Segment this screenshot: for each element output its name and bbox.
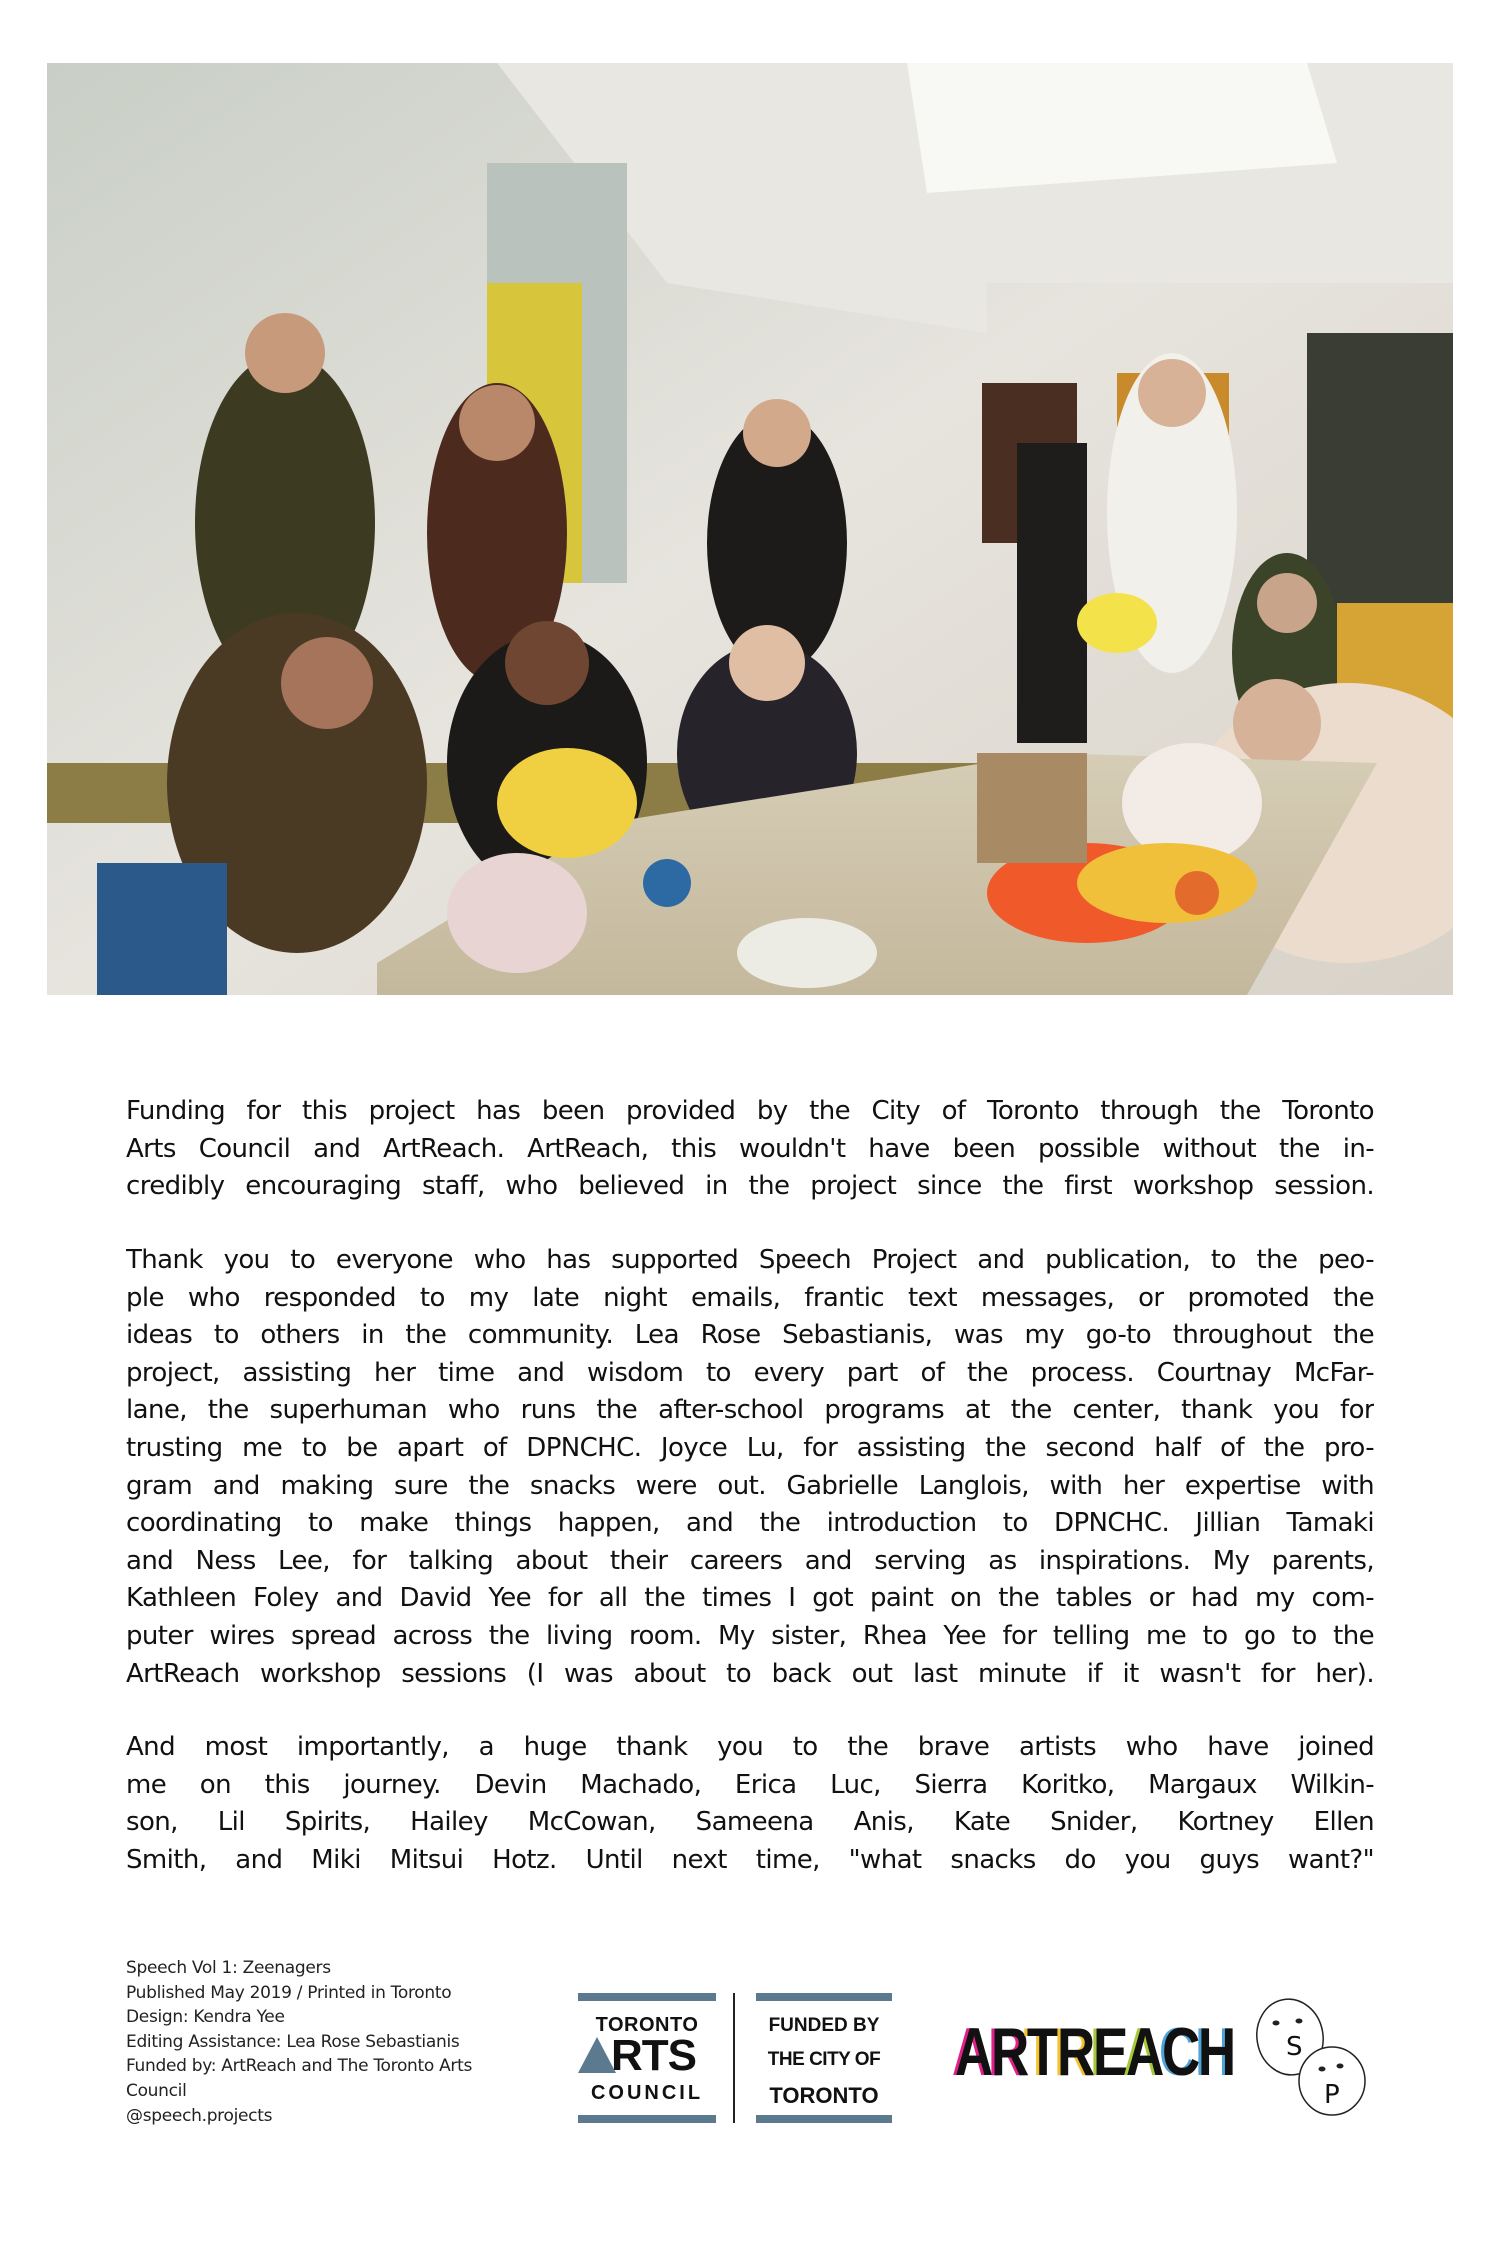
text-line: ArtReach workshop sessions (I was about to back out last minute if it wasn't for her).	[126, 1658, 1374, 1689]
text-line: Funding for this project has been provided by the City of Toronto through the Toronto	[126, 1096, 1374, 1126]
text-line: lane, the superhuman who runs the after-school programs at the center, thank you for	[126, 1395, 1374, 1426]
artreach-letter: R	[1056, 2014, 1093, 2090]
city-of-toronto-logo	[756, 1993, 892, 2123]
tac-line3: COUNCIL	[590, 2082, 704, 2104]
text-line: And most importantly, a huge thank you to the brave artists who have joined	[126, 1732, 1374, 1762]
colophon-title: Speech Vol 1: Zeenagers	[126, 1958, 331, 1978]
text-line: trusting me to be apart of DPNCHC. Joyce Lu, for assisting the second half of the pro-	[126, 1432, 1374, 1463]
text-line: ple who responded to my late night emails, frantic text messages, or promoted the	[126, 1282, 1374, 1313]
text-line: and Ness Lee, for talking about their careers and serving as inspirations. My parents,	[126, 1545, 1374, 1576]
text-line: son, Lil Spirits, Hailey McCowan, Sameena Anis, Kate Snider, Kortney Ellen	[126, 1807, 1374, 1838]
logo-bar-bottom	[578, 2115, 716, 2123]
group-photo	[47, 63, 1453, 995]
logo-bar-top	[578, 1993, 716, 2001]
city-line2: THE CITY OF	[767, 2049, 881, 2070]
artreach-letter: H	[1197, 2014, 1234, 2090]
speech-projects-logo	[1252, 1997, 1370, 2119]
text-line: gram and making sure the snacks were out. Gabrielle Langlois, with her expertise with	[126, 1470, 1374, 1501]
text-line: project, assisting her time and wisdom to every part of the process. Courtnay McFar-	[126, 1357, 1374, 1388]
text-line: Smith, and Miki Mitsui Hotz. Until next time, "what snacks do you guys want?"	[126, 1844, 1374, 1875]
colophon-funded-cont: Council	[126, 2080, 187, 2101]
acknowledgement-paragraph-funding	[126, 1093, 1374, 1206]
artreach-letter: C	[1161, 2014, 1198, 2090]
eye-icon	[1296, 2019, 1303, 2024]
tac-line2: RTS	[611, 2031, 696, 2080]
text-line: Thank you to everyone who has supported Speech Project and publication, to the peo-	[126, 1245, 1374, 1275]
artreach-letter: A	[1126, 2014, 1162, 2090]
colophon-handle[interactable]: @speech.projects	[126, 2105, 273, 2126]
logo-letter-p: P	[1324, 2080, 1340, 2110]
artreach-letter: T	[1026, 2014, 1057, 2090]
artreach-logo	[955, 2014, 1234, 2090]
artreach-letter: R	[990, 2014, 1027, 2090]
photo-illustration	[47, 63, 1453, 995]
text-line: credibly encouraging staff, who believed in the project since the first workshop session.	[126, 1171, 1374, 1202]
colophon-funded: Funded by: ArtReach and The Toronto Arts	[126, 2056, 473, 2077]
colophon-design: Design: Kendra Yee	[126, 2007, 285, 2028]
artreach-letter: E	[1092, 2014, 1127, 2090]
acknowledgement-paragraph-artists	[126, 1729, 1374, 1879]
logo-divider	[733, 1993, 735, 2123]
acknowledgement-paragraph-thanks	[126, 1242, 1374, 1693]
text-line: puter wires spread across the living room. My sister, Rhea Yee for telling me to go to the	[126, 1620, 1374, 1651]
eye-icon	[1337, 2064, 1344, 2069]
logo-letter-s: S	[1286, 2032, 1303, 2062]
eye-icon	[1273, 2021, 1280, 2026]
artreach-letter: A	[955, 2014, 991, 2090]
text-line: Kathleen Foley and David Yee for all the times I got paint on the tables or had my com-	[126, 1583, 1374, 1614]
colophon-editing: Editing Assistance: Lea Rose Sebastianis	[126, 2031, 460, 2052]
logo-bar-top	[756, 1993, 892, 2001]
city-line3: TORONTO	[769, 2083, 879, 2108]
city-line1: FUNDED BY	[768, 2015, 880, 2036]
text-line: me on this journey. Devin Machado, Erica Luc, Sierra Koritko, Margaux Wilkin-	[126, 1769, 1374, 1800]
eye-icon	[1319, 2067, 1326, 2072]
toronto-arts-council-logo	[578, 1993, 716, 2123]
logo-bar-bottom	[756, 2115, 892, 2123]
tac-line1: TORONTO	[595, 2014, 699, 2036]
colophon	[126, 1956, 546, 2128]
text-line: coordinating to make things happen, and the introduction to DPNCHC. Jillian Tamaki	[126, 1508, 1374, 1539]
text-line: Arts Council and ArtReach. ArtReach, this wouldn't have been possible without the in-	[126, 1133, 1374, 1164]
text-line: ideas to others in the community. Lea Rose Sebastianis, was my go-to throughout the	[126, 1320, 1374, 1351]
colophon-published: Published May 2019 / Printed in Toronto	[126, 1982, 452, 2003]
tac-arts-mark	[578, 2031, 716, 2080]
